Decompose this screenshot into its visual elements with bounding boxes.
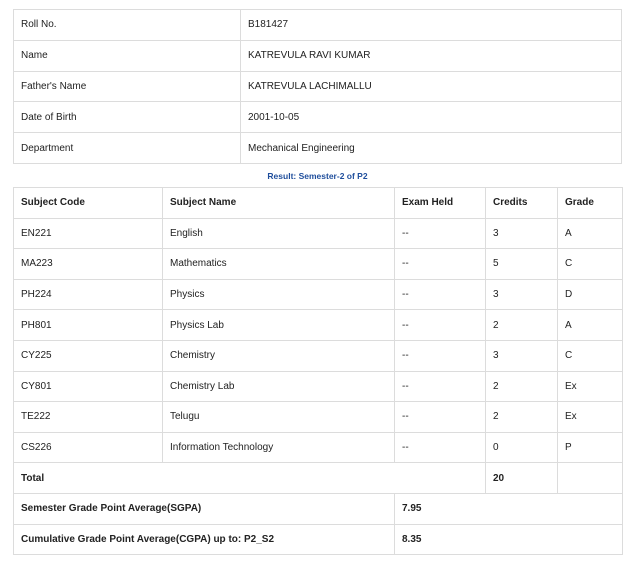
- grade: D: [558, 279, 623, 310]
- cgpa-row: [14, 524, 623, 555]
- subject-name: Physics: [163, 279, 395, 310]
- credits: 2: [486, 310, 558, 341]
- credits: 3: [486, 218, 558, 249]
- father-name-label: Father's Name: [14, 71, 241, 102]
- roll-label: Roll No.: [14, 10, 241, 41]
- grade: Ex: [558, 402, 623, 433]
- subject-name: Chemistry Lab: [163, 371, 395, 402]
- total-grade-empty: [558, 463, 623, 494]
- name-value: KATREVULA RAVI KUMAR: [241, 40, 622, 71]
- info-row-father: [14, 71, 622, 102]
- subject-code: CS226: [14, 432, 163, 463]
- subject-name: Physics Lab: [163, 310, 395, 341]
- table-row: [14, 279, 623, 310]
- exam-held: --: [395, 310, 486, 341]
- subject-code: PH801: [14, 310, 163, 341]
- sgpa-row: [14, 493, 623, 524]
- credits: 3: [486, 340, 558, 371]
- table-row: [14, 371, 623, 402]
- subject-code: MA223: [14, 249, 163, 280]
- column-header-credits: Credits: [486, 188, 558, 219]
- table-row: [14, 432, 623, 463]
- result-title: Result: Semester-2 of P2: [267, 171, 368, 181]
- grade: A: [558, 310, 623, 341]
- dob-label: Date of Birth: [14, 102, 241, 133]
- info-row-department: [14, 133, 622, 164]
- subject-name: Information Technology: [163, 432, 395, 463]
- grades-header-row: [14, 188, 623, 219]
- grade: C: [558, 249, 623, 280]
- table-row: [14, 218, 623, 249]
- grade: Ex: [558, 371, 623, 402]
- student-info-table: [13, 9, 622, 164]
- grade: P: [558, 432, 623, 463]
- table-row: [14, 310, 623, 341]
- exam-held: --: [395, 371, 486, 402]
- info-row-name: [14, 40, 622, 71]
- grade: C: [558, 340, 623, 371]
- credits: 0: [486, 432, 558, 463]
- column-header-exam-held: Exam Held: [395, 188, 486, 219]
- subject-name: English: [163, 218, 395, 249]
- credits: 2: [486, 402, 558, 433]
- exam-held: --: [395, 402, 486, 433]
- roll-value: B181427: [241, 10, 622, 41]
- column-header-subject-code: Subject Code: [14, 188, 163, 219]
- total-label: Total: [14, 463, 486, 494]
- subject-code: CY225: [14, 340, 163, 371]
- exam-held: --: [395, 279, 486, 310]
- table-row: [14, 402, 623, 433]
- dob-value: 2001-10-05: [241, 102, 622, 133]
- father-name-value: KATREVULA LACHIMALLU: [241, 71, 622, 102]
- exam-held: --: [395, 340, 486, 371]
- subject-code: CY801: [14, 371, 163, 402]
- total-credits: 20: [486, 463, 558, 494]
- credits: 3: [486, 279, 558, 310]
- exam-held: --: [395, 432, 486, 463]
- total-row: [14, 463, 623, 494]
- subject-name: Mathematics: [163, 249, 395, 280]
- subject-code: PH224: [14, 279, 163, 310]
- subject-name: Telugu: [163, 402, 395, 433]
- credits: 5: [486, 249, 558, 280]
- info-row-dob: [14, 102, 622, 133]
- subject-code: EN221: [14, 218, 163, 249]
- column-header-subject-name: Subject Name: [163, 188, 395, 219]
- sgpa-label: Semester Grade Point Average(SGPA): [14, 493, 395, 524]
- subject-code: TE222: [14, 402, 163, 433]
- exam-held: --: [395, 218, 486, 249]
- cgpa-value: 8.35: [395, 524, 623, 555]
- grade: A: [558, 218, 623, 249]
- table-row: [14, 340, 623, 371]
- cgpa-label: Cumulative Grade Point Average(CGPA) up to: P2_S2: [14, 524, 395, 555]
- grades-table: [13, 187, 623, 555]
- sgpa-value: 7.95: [395, 493, 623, 524]
- table-row: [14, 249, 623, 280]
- department-value: Mechanical Engineering: [241, 133, 622, 164]
- department-label: Department: [14, 133, 241, 164]
- credits: 2: [486, 371, 558, 402]
- exam-held: --: [395, 249, 486, 280]
- info-row-roll: [14, 10, 622, 41]
- column-header-grade: Grade: [558, 188, 623, 219]
- name-label: Name: [14, 40, 241, 71]
- subject-name: Chemistry: [163, 340, 395, 371]
